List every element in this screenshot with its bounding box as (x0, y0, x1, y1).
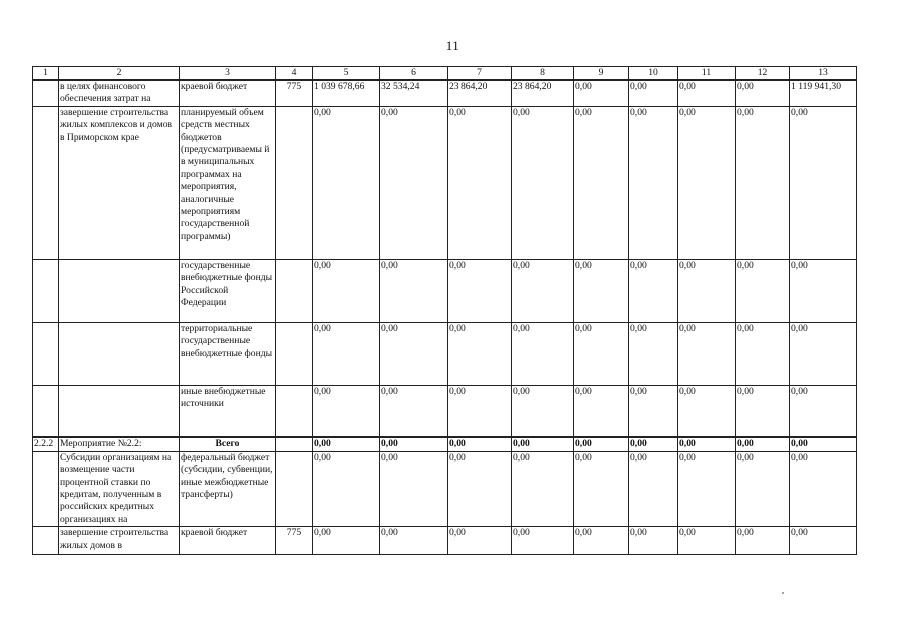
value-cell: 0,00 (574, 437, 629, 451)
value-cell: 0,00 (313, 451, 380, 526)
value-cell: 0,00 (736, 437, 790, 451)
header-cell: 13 (790, 67, 857, 81)
row-number-cell: 2.2.2 (33, 437, 59, 451)
funding-source-cell: Всего (180, 437, 276, 451)
value-cell: 0,00 (512, 451, 574, 526)
funding-source-cell: государственные внебюджетные фонды Российской Федерации (180, 259, 276, 322)
value-cell: 0,00 (512, 527, 574, 555)
description-cell (59, 259, 180, 322)
table-row (33, 106, 857, 259)
value-cell: 0,00 (313, 322, 380, 385)
value-cell: 0,00 (512, 437, 574, 451)
value-cell: 0,00 (629, 80, 678, 106)
value-cell: 0,00 (380, 385, 448, 437)
value-cell: 0,00 (313, 259, 380, 322)
value-cell: 1 119 941,30 (790, 80, 857, 106)
header-cell: 1 (33, 67, 59, 81)
value-cell: 0,00 (574, 451, 629, 526)
value-cell: 0,00 (790, 106, 857, 259)
value-cell: 0,00 (380, 451, 448, 526)
description-cell: завершение строительства жилых домов в (59, 527, 180, 555)
header-cell: 10 (629, 67, 678, 81)
funding-source-cell: планируемый объем средств местных бюджетов (предусматриваемы й в муниципальных программах на мероприятия, аналогичные мероприятиям государственной программы) (180, 106, 276, 259)
value-cell: 0,00 (574, 80, 629, 106)
page-number: 11 (445, 38, 460, 53)
value-cell: 0,00 (790, 385, 857, 437)
value-cell: 0,00 (678, 259, 736, 322)
header-cell: 6 (380, 67, 448, 81)
funding-source-cell: краевой бюджет (180, 80, 276, 106)
row-number-cell (33, 385, 59, 437)
value-cell: 0,00 (574, 527, 629, 555)
table-row (33, 322, 857, 385)
description-cell: в целях финансового обеспечения затрат на (59, 80, 180, 106)
value-cell: 0,00 (448, 437, 512, 451)
table-row (33, 80, 857, 106)
value-cell: 0,00 (790, 437, 857, 451)
description-cell: Субсидии организациям на возмещение части процентной ставки по кредитам, полученным в российских кредитных организациях на (59, 451, 180, 526)
value-cell: 0,00 (629, 437, 678, 451)
code-cell (276, 106, 313, 259)
header-cell: 12 (736, 67, 790, 81)
value-cell: 0,00 (313, 527, 380, 555)
header-cell: 4 (276, 67, 313, 81)
value-cell: 0,00 (629, 322, 678, 385)
value-cell: 0,00 (678, 527, 736, 555)
table-row (33, 527, 857, 555)
value-cell: 0,00 (380, 527, 448, 555)
value-cell: 0,00 (448, 527, 512, 555)
value-cell: 0,00 (678, 80, 736, 106)
value-cell: 23 864,20 (512, 80, 574, 106)
value-cell: 0,00 (574, 322, 629, 385)
scan-dot (782, 592, 784, 594)
value-cell: 0,00 (678, 322, 736, 385)
value-cell: 0,00 (448, 259, 512, 322)
table-row (33, 259, 857, 322)
value-cell: 0,00 (380, 437, 448, 451)
header-cell: 2 (59, 67, 180, 81)
value-cell: 0,00 (512, 385, 574, 437)
header-cell: 5 (313, 67, 380, 81)
value-cell: 0,00 (313, 437, 380, 451)
header-row (33, 67, 857, 81)
value-cell: 0,00 (736, 80, 790, 106)
value-cell: 0,00 (512, 322, 574, 385)
value-cell: 0,00 (736, 106, 790, 259)
funding-source-cell: федеральный бюджет (субсидии, субвенции, иные межбюджетные трансферты) (180, 451, 276, 526)
row-number-cell (33, 322, 59, 385)
code-cell (276, 437, 313, 451)
header-cell: 9 (574, 67, 629, 81)
value-cell: 0,00 (629, 451, 678, 526)
budget-table (32, 66, 857, 555)
code-cell: 775 (276, 527, 313, 555)
value-cell: 0,00 (380, 259, 448, 322)
value-cell: 0,00 (736, 451, 790, 526)
funding-source-cell: краевой бюджет (180, 527, 276, 555)
description-cell (59, 322, 180, 385)
header-cell: 8 (512, 67, 574, 81)
value-cell: 0,00 (678, 106, 736, 259)
value-cell: 0,00 (678, 385, 736, 437)
value-cell: 0,00 (574, 385, 629, 437)
value-cell: 0,00 (629, 106, 678, 259)
row-number-cell (33, 451, 59, 526)
value-cell: 0,00 (574, 259, 629, 322)
description-cell (59, 385, 180, 437)
code-cell: 775 (276, 80, 313, 106)
code-cell (276, 451, 313, 526)
table-row (33, 437, 857, 451)
value-cell: 0,00 (629, 527, 678, 555)
value-cell: 0,00 (629, 259, 678, 322)
value-cell: 0,00 (380, 106, 448, 259)
value-cell: 23 864,20 (448, 80, 512, 106)
value-cell: 0,00 (313, 106, 380, 259)
value-cell: 0,00 (736, 527, 790, 555)
table-row (33, 385, 857, 437)
header-cell: 3 (180, 67, 276, 81)
value-cell: 0,00 (678, 451, 736, 526)
value-cell: 0,00 (313, 385, 380, 437)
table-row (33, 451, 857, 526)
value-cell: 0,00 (448, 385, 512, 437)
description-cell: завершение строительства жилых комплексов и домов в Приморском крае (59, 106, 180, 259)
header-cell: 11 (678, 67, 736, 81)
value-cell: 0,00 (736, 259, 790, 322)
row-number-cell (33, 106, 59, 259)
funding-source-cell: иные внебюджетные источники (180, 385, 276, 437)
value-cell: 0,00 (790, 527, 857, 555)
value-cell: 0,00 (380, 322, 448, 385)
header-cell: 7 (448, 67, 512, 81)
value-cell: 0,00 (512, 106, 574, 259)
row-number-cell (33, 80, 59, 106)
value-cell: 0,00 (512, 259, 574, 322)
value-cell: 0,00 (736, 385, 790, 437)
row-number-cell (33, 527, 59, 555)
value-cell: 0,00 (678, 437, 736, 451)
value-cell: 0,00 (736, 322, 790, 385)
description-cell: Мероприятие №2.2: (59, 437, 180, 451)
value-cell: 0,00 (629, 385, 678, 437)
value-cell: 0,00 (448, 106, 512, 259)
value-cell: 0,00 (790, 451, 857, 526)
value-cell: 32 534,24 (380, 80, 448, 106)
code-cell (276, 322, 313, 385)
funding-source-cell: территориальные государственные внебюджетные фонды (180, 322, 276, 385)
value-cell: 1 039 678,66 (313, 80, 380, 106)
code-cell (276, 385, 313, 437)
row-number-cell (33, 259, 59, 322)
value-cell: 0,00 (790, 259, 857, 322)
value-cell: 0,00 (448, 322, 512, 385)
code-cell (276, 259, 313, 322)
value-cell: 0,00 (790, 322, 857, 385)
value-cell: 0,00 (448, 451, 512, 526)
value-cell: 0,00 (574, 106, 629, 259)
